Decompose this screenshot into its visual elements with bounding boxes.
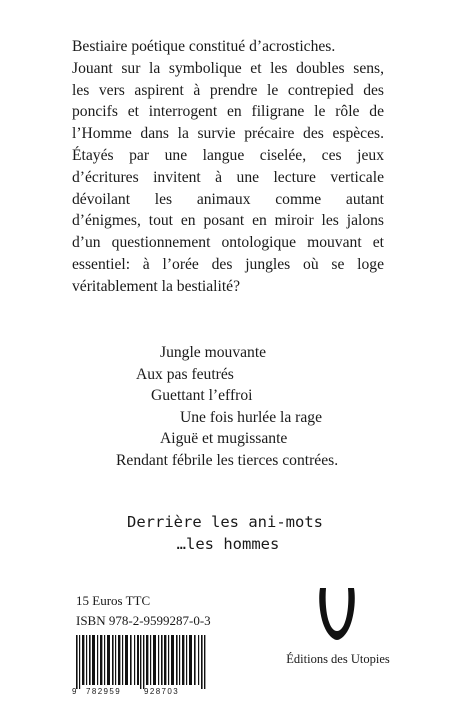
poem-line: Aiguë et mugissante (160, 430, 288, 448)
barcode-right-digits: 928703 (144, 687, 180, 696)
tagline-line-2: …les hommes (176, 535, 280, 553)
barcode (76, 635, 208, 689)
blurb-line: Jouant sur la symbolique et les doubles sens, (72, 59, 384, 77)
blurb-line: Étayés par une langue ciselée, ces jeux (72, 146, 384, 164)
barcode-lead-digit: 9 (72, 687, 78, 696)
back-cover-blurb (72, 36, 384, 298)
tagline-line-1: Derrière les ani-mots (127, 513, 323, 531)
poem-line: Jungle mouvante (160, 344, 267, 361)
utopies-logo-icon (316, 586, 358, 644)
blurb-line: d’énigmes, tout en posant en miroir les jalons (72, 212, 384, 230)
poem-line: Une fois hurlée la rage (180, 408, 323, 426)
publisher-name: Éditions des Utopies (286, 652, 390, 666)
blurb-line: essentiel: à l’orée des jungles où se loge (72, 255, 384, 273)
poem-line: Aux pas feutrés (136, 365, 234, 383)
blurb-line: Bestiaire poétique constitué d’acrostiches. (72, 38, 336, 55)
price-label: 15 Euros TTC (76, 593, 151, 608)
poem-line: Rendant fébrile les tierces contrées. (116, 452, 339, 469)
blurb-line: d’un questionnement ontologique mouvant et (72, 234, 384, 252)
blurb-line: l’Homme dans la survie précaire des espèces. (72, 125, 384, 143)
blurb-line: les vers aspirent à prendre le contrepied des (72, 81, 384, 99)
blurb-line: poncifs et interrogent en filigrane le rôle de (72, 103, 384, 121)
blurb-line: véritablement la bestialité? (72, 277, 240, 295)
isbn-label: ISBN 978-2-9599287-0-3 (76, 613, 211, 628)
tagline (0, 511, 450, 555)
barcode-left-digits: 782959 (86, 687, 122, 696)
barcode-bars-icon (76, 635, 208, 689)
poem-line: Guettant l’effroi (151, 387, 253, 405)
blurb-line: dévoilant les animaux comme autant (72, 190, 384, 208)
blurb-line: d’écritures invitent à une lecture verticale (72, 168, 384, 186)
